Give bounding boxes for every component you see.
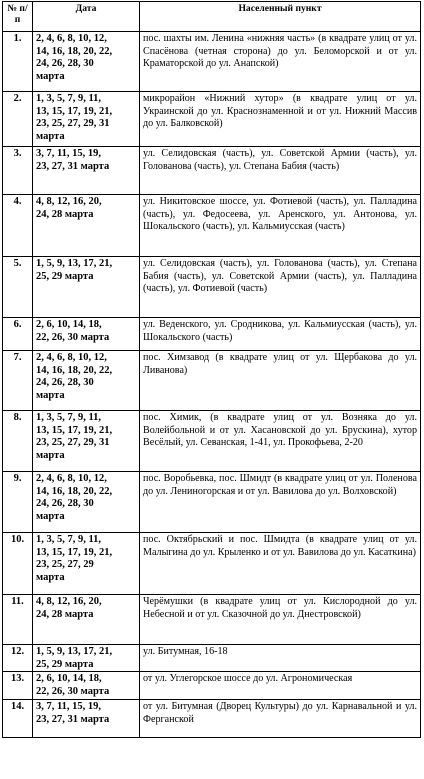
row-dates: 2, 4, 6, 8, 10, 12, 14, 16, 18, 20, 22, 24, 26, 28, 30 марта: [33, 351, 140, 411]
row-dates: 1, 3, 5, 7, 9, 11, 13, 15, 17, 19, 21, 23, 25, 27, 29, 31 марта: [33, 411, 140, 472]
table-row: [3, 92, 421, 147]
table-row: [3, 533, 421, 595]
row-number: 9.: [3, 472, 33, 533]
row-place: пос. шахты им. Ленина «нижняя часть» (в квадрате улиц от ул. Спасёнова (четная сторона) до ул. Беломорской и от ул. Краматорской до ул. Анапской): [140, 32, 421, 92]
schedule-table: [2, 1, 421, 738]
table-row: [3, 595, 421, 645]
row-dates: 4, 8, 12, 16, 20, 24, 28 марта: [33, 595, 140, 645]
row-place: ул. Битумная, 16-18: [140, 645, 421, 672]
table-row: [3, 645, 421, 672]
header-row: [3, 2, 421, 32]
row-place: ул. Селидовская (часть), ул. Голованова (часть), ул. Степана Бабия (часть), ул. Советской Армии (часть), ул. Палладина (часть), ул. Фотиевой (часть): [140, 257, 421, 318]
table-row: [3, 672, 421, 700]
header-place: Населенный пункт: [140, 2, 421, 32]
row-dates: 1, 3, 5, 7, 9, 11, 13, 15, 17, 19, 21, 23, 25, 27, 29, 31 марта: [33, 92, 140, 147]
row-dates: 4, 8, 12, 16, 20, 24, 28 марта: [33, 195, 140, 257]
row-place: микрорайон «Нижний хутор» (в квадрате улиц от ул. Украинской до ул. Краснознаменной и от ул. Нижний Массив до ул. Балковской): [140, 92, 421, 147]
row-place: пос. Октябрьский и пос. Шмидта (в квадрате улиц от ул. Малыгина до ул. Крыленко и от ул. Вавилова до ул. Касаткина): [140, 533, 421, 595]
row-number: 6.: [3, 318, 33, 351]
row-number: 2.: [3, 92, 33, 147]
table-row: [3, 32, 421, 92]
row-place: Черёмушки (в квадрате улиц от ул. Кислородной до ул. Небесной и от ул. Сказочной до ул. Днестровской): [140, 595, 421, 645]
row-dates: 1, 3, 5, 7, 9, 11, 13, 15, 17, 19, 21, 23, 25, 27, 29 марта: [33, 533, 140, 595]
header-date: Дата: [33, 2, 140, 32]
row-number: 7.: [3, 351, 33, 411]
row-dates: 2, 4, 6, 8, 10, 12, 14, 16, 18, 20, 22, 24, 26, 28, 30 марта: [33, 32, 140, 92]
row-number: 12.: [3, 645, 33, 672]
row-dates: 3, 7, 11, 15, 19, 23, 27, 31 марта: [33, 700, 140, 738]
row-place: ул. Никитовское шоссе, ул. Фотиевой (часть), ул. Палладина (часть), ул. Федосеева, ул. Аренского, ул. Антонова, ул. Шокальского (часть), ул. Кальмиусская (часть): [140, 195, 421, 257]
row-place: от ул. Углегорское шоссе до ул. Агрономическая: [140, 672, 421, 700]
row-dates: 3, 7, 11, 15, 19, 23, 27, 31 марта: [33, 147, 140, 195]
table-row: [3, 195, 421, 257]
table-row: [3, 700, 421, 738]
row-number: 4.: [3, 195, 33, 257]
row-number: 1.: [3, 32, 33, 92]
row-dates: 1, 5, 9, 13, 17, 21, 25, 29 марта: [33, 645, 140, 672]
row-dates: 2, 6, 10, 14, 18, 22, 26, 30 марта: [33, 318, 140, 351]
row-number: 10.: [3, 533, 33, 595]
table-row: [3, 351, 421, 411]
table-row: [3, 147, 421, 195]
row-place: от ул. Битумная (Дворец Культуры) до ул. Карнавальной и ул. Ферганской: [140, 700, 421, 738]
row-number: 11.: [3, 595, 33, 645]
row-dates: 2, 4, 6, 8, 10, 12, 14, 16, 18, 20, 22, 24, 26, 28, 30 марта: [33, 472, 140, 533]
row-number: 14.: [3, 700, 33, 738]
row-place: пос. Химзавод (в квадрате улиц от ул. Щербакова до ул. Ливанова): [140, 351, 421, 411]
row-number: 3.: [3, 147, 33, 195]
row-place: пос. Воробьевка, пос. Шмидт (в квадрате улиц от ул. Поленова до ул. Лениногорская и от ул. Вавилова до ул. Волховской): [140, 472, 421, 533]
row-place: ул. Веденского, ул. Сродникова, ул. Кальмиусская (часть), ул. Шокальского (часть): [140, 318, 421, 351]
table-row: [3, 472, 421, 533]
header-num: № п/п: [3, 2, 33, 32]
table-row: [3, 411, 421, 472]
row-number: 13.: [3, 672, 33, 700]
row-dates: 2, 6, 10, 14, 18, 22, 26, 30 марта: [33, 672, 140, 700]
table-row: [3, 257, 421, 318]
table-row: [3, 318, 421, 351]
row-number: 8.: [3, 411, 33, 472]
row-dates: 1, 5, 9, 13, 17, 21, 25, 29 марта: [33, 257, 140, 318]
row-number: 5.: [3, 257, 33, 318]
row-place: пос. Химик, (в квадрате улиц от ул. Возняка до ул. Волейбольной и от ул. Хасановской до ул. Брускина), хутор Весёлый, ул. Севанская, 1-41, ул. Прокофьева, 2-20: [140, 411, 421, 472]
row-place: ул. Селидовская (часть), ул. Советской Армии (часть), ул. Голованова (часть), ул. Степана Бабия (часть): [140, 147, 421, 195]
